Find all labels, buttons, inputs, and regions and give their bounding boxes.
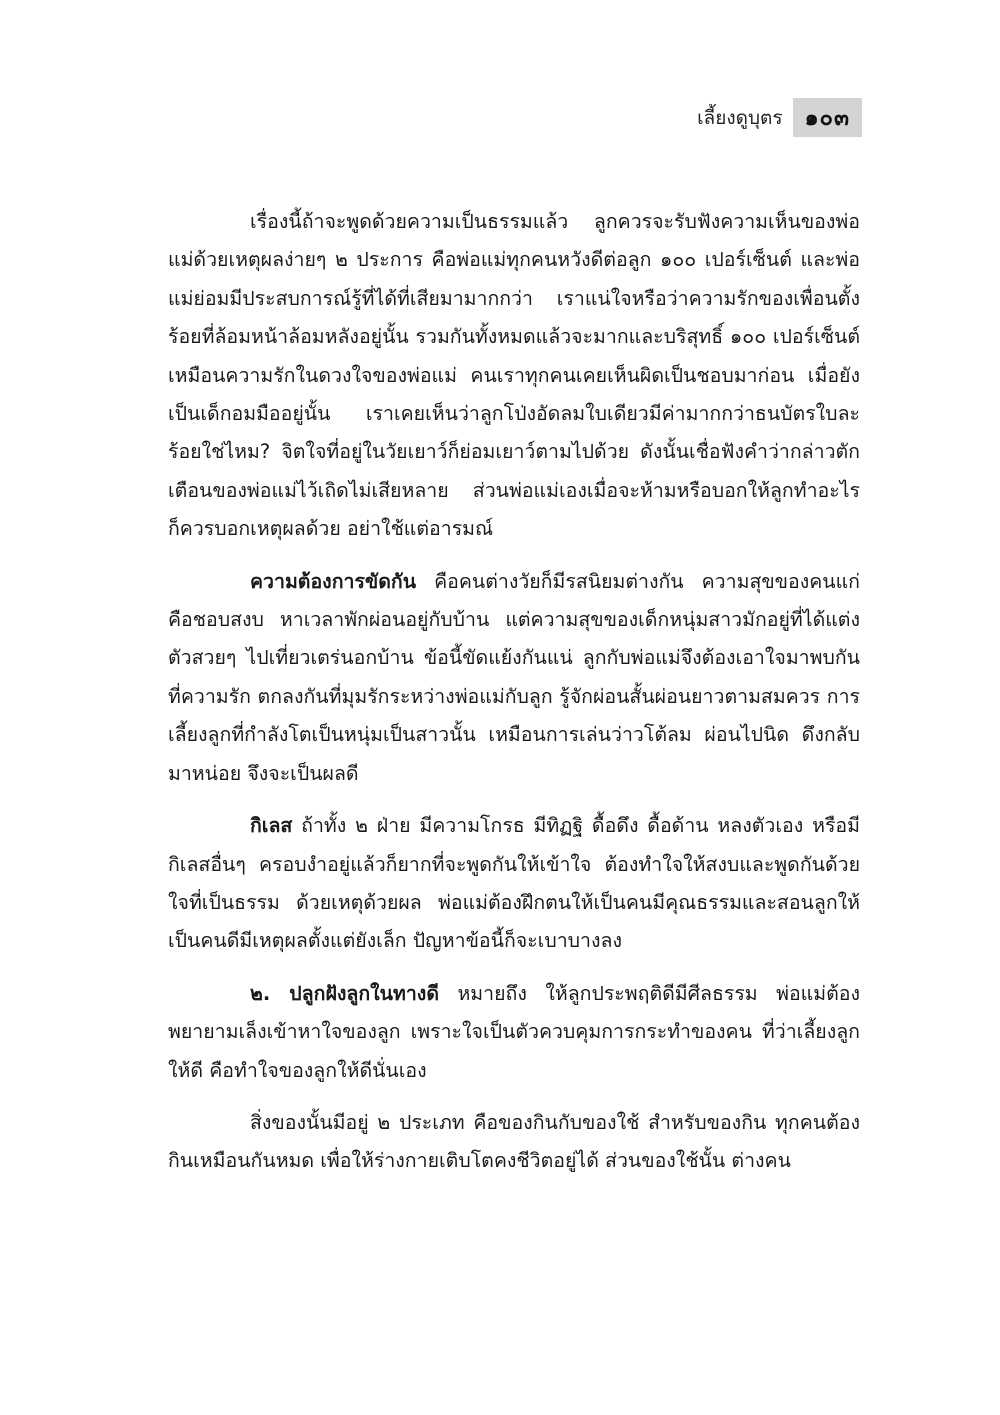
paragraph-text: หมายถึง ให้ลูกประพฤติดีมีศีลธรรม พ่อแม่ต้องพยายามเล็งเข้าหาใจของลูก เพราะใจเป็นตัวควบคุมการกระทำของคน ที่ว่าเลี้ยงลูกให้ดี คือทำใจของลูกให้ดีนั่นเอง <box>168 981 860 1082</box>
paragraph-4 <box>168 975 860 1090</box>
running-header <box>697 98 862 137</box>
paragraph-heading: กิเลส <box>250 814 293 838</box>
paragraph-text: คือคนต่างวัยก็มีรสนิยมต่างกัน ความสุขของคนแก่คือชอบสงบ หาเวลาพักผ่อนอยู่กับบ้าน แต่ความสุขของเด็กหนุ่มสาวมักอยู่ที่ได้แต่งตัวสวยๆ ไปเที่ยวเตร่นอกบ้าน ข้อนี้ขัดแย้งกันแน่ ลูกกับพ่อแม่จึงต้องเอาใจมาพบกันที่ความรัก ตกลงกันที่มุมรักระหว่างพ่อแม่กับลูก รู้จักผ่อนสั้นผ่อนยาวตามสมควร การเลี้ยงลูกที่กำลังโตเป็นหนุ่มเป็นสาวนั้น เหมือนการเล่นว่าวโต้ลม ผ่อนไปนิด ดึงกลับมาหน่อย จึงจะเป็นผลดี <box>168 569 860 785</box>
paragraph-1 <box>168 203 860 549</box>
paragraph-3 <box>168 807 860 961</box>
paragraph-text: ถ้าทั้ง ๒ ฝ่าย มีความโกรธ มีทิฏฐิ ดื้อดึง ดื้อด้าน หลงตัวเอง หรือมีกิเลสอื่นๆ ครอบงำอยู่แล้วก็ยากที่จะพูดกันให้เข้าใจ ต้องทำใจให้สงบและพูดกันด้วยใจที่เป็นธรรม ด้วยเหตุด้วยผล พ่อแม่ต้องฝึกตนให้เป็นคนมีคุณธรรมและสอนลูกให้เป็นคนดีมีเหตุผลตั้งแต่ยังเล็ก ปัญหาข้อนี้ก็จะเบาบางลง <box>168 814 860 953</box>
paragraph-2 <box>168 563 860 793</box>
page-number: ๑๐๓ <box>793 98 862 137</box>
paragraph-heading: ความต้องการขัดกัน <box>250 569 417 593</box>
running-title: เลี้ยงดูบุตร <box>697 106 783 129</box>
paragraph-text: สิ่งของนั้นมีอยู่ ๒ ประเภท คือของกินกับของใช้ สำหรับของกิน ทุกคนต้องกินเหมือนกันหมด เพื่อให้ร่างกายเติบโตคงชีวิตอยู่ได้ ส่วนของใช้นั้น ต่างคน <box>168 1110 860 1173</box>
paragraph-heading: ๒. ปลูกฝังลูกในทางดี <box>250 981 439 1005</box>
page-body <box>168 203 860 1195</box>
paragraph-5 <box>168 1104 860 1181</box>
paragraph-text: เรื่องนี้ถ้าจะพูดด้วยความเป็นธรรมแล้ว ลูกควรจะรับฟังความเห็นของพ่อแม่ด้วยเหตุผลง่ายๆ ๒ ประการ คือพ่อแม่ทุกคนหวังดีต่อลูก ๑๐๐ เปอร์เซ็นต์ และพ่อแม่ย่อมมีประสบการณ์รู้ที่ได้ที่เสียมามากกว่า เราแน่ใจหรือว่าความรักของเพื่อนตั้งร้อยที่ล้อมหน้าล้อมหลังอยู่นั้น รวมกันทั้งหมดแล้วจะมากและบริสุทธิ์ ๑๐๐ เปอร์เซ็นต์ เหมือนความรักในดวงใจของพ่อแม่ คนเราทุกคนเคยเห็นผิดเป็นชอบมาก่อน เมื่อยังเป็นเด็กอมมืออยู่นั้น เราเคยเห็นว่าลูกโป่งอัดลมใบเดียวมีค่ามากกว่าธนบัตรใบละร้อยใช่ไหม? จิตใจที่อยู่ในวัยเยาว์ก็ย่อมเยาว์ตามไปด้วย ดังนั้นเชื่อฟังคำว่ากล่าวตักเตือนของพ่อแม่ไว้เถิดไม่เสียหลาย ส่วนพ่อแม่เองเมื่อจะห้ามหรือบอกให้ลูกทำอะไร ก็ควรบอกเหตุผลด้วย อย่าใช้แต่อารมณ์ <box>168 210 860 541</box>
